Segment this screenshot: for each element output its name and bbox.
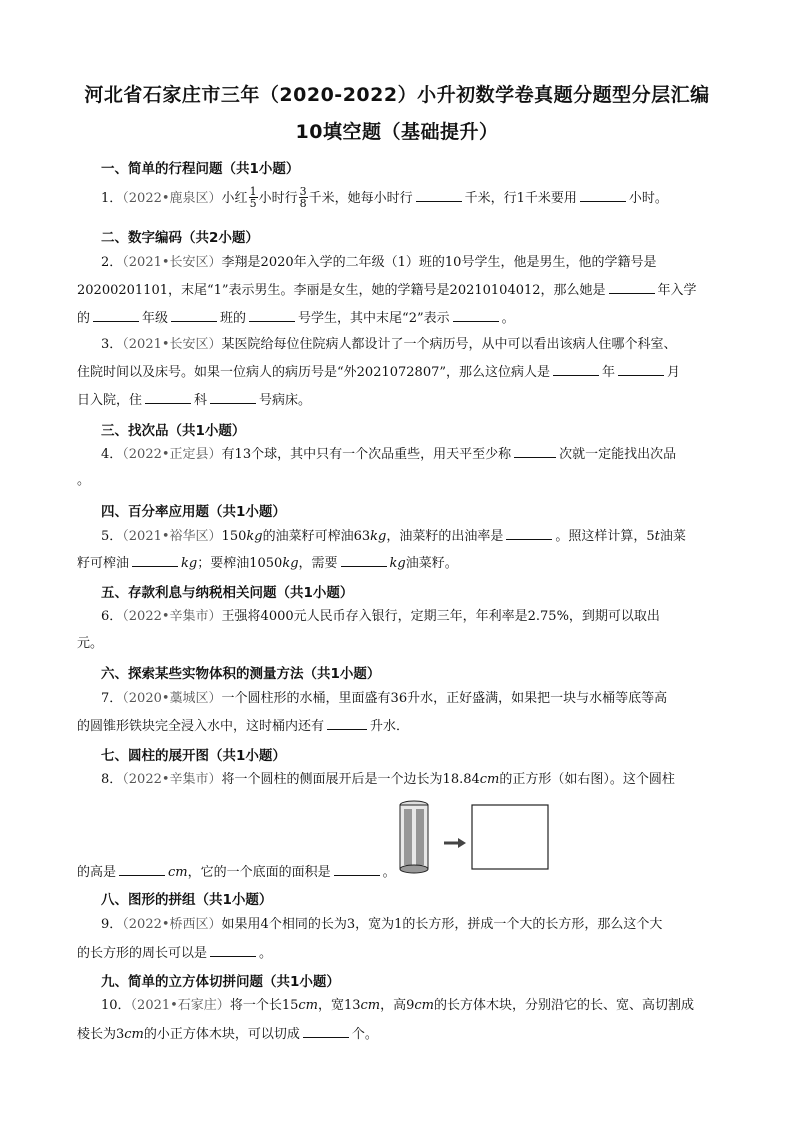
q2-text: 李翔是2020年入学的二年级（1）班的10号学生，他是男生，他的学籍号是 [221, 255, 657, 270]
question-4-line-2 [77, 471, 717, 491]
q4-text: 。 [77, 473, 91, 488]
q2-text: 20200201101，末尾“1”表示男生。李丽是女生，她的学籍号是20210104012，那么她是 [77, 283, 606, 298]
answer-blank[interactable] [249, 308, 295, 322]
q5-text: ；要榨油1050 [197, 556, 283, 571]
question-source: （2022•正定县） [122, 447, 222, 462]
section-heading-7: 七、圆柱的展开图（共1小题） [101, 748, 286, 764]
q10-text: 的小正方体木块，可以切成 [143, 1027, 300, 1042]
question-source: （2021•长安区） [122, 337, 222, 352]
question-number: 6． [101, 609, 123, 624]
q10-text: ，宽13 [317, 998, 361, 1013]
q1-text-e: 小时。 [628, 191, 668, 206]
question-6-line-2 [77, 634, 717, 654]
question-source: （2022•辛集市） [122, 609, 222, 624]
page-subtitle: 10填空题（基础提升） [295, 121, 499, 143]
question-number: 7． [101, 691, 123, 706]
q10-text: 的长方体木块，分别沿它的长、宽、高切割成 [434, 998, 695, 1013]
question-number: 5． [101, 529, 123, 544]
section-heading-2: 二、数字编码（共2小题） [101, 230, 259, 246]
question-number: 3． [101, 337, 123, 352]
question-number: 4． [101, 447, 123, 462]
q9-text: 。 [259, 946, 273, 961]
fraction-3-8 [299, 186, 308, 209]
q3-text: 年 [602, 365, 616, 380]
question-source: （2022•桥西区） [122, 917, 222, 932]
unit-cm: cm [414, 998, 435, 1013]
q3-text: 科 [194, 393, 208, 408]
unit-t: t [654, 529, 660, 544]
answer-blank[interactable] [303, 1024, 349, 1038]
q5-text: 的油菜籽可榨油63 [262, 529, 371, 544]
answer-blank[interactable] [453, 308, 499, 322]
answer-blank[interactable] [580, 188, 626, 202]
q5-text: 油菜籽。 [405, 556, 458, 571]
question-number: 9． [101, 917, 123, 932]
answer-blank[interactable] [327, 716, 367, 730]
answer-blank[interactable] [93, 308, 139, 322]
unfolded-square [472, 805, 548, 869]
section-heading-3: 三、找次品（共1小题） [101, 423, 246, 439]
unit-cm: cm [298, 998, 318, 1013]
unit-kg: kg [282, 556, 299, 571]
question-3-line-1 [101, 335, 741, 355]
fraction-1-5 [249, 186, 258, 209]
q6-text: 王强将4000元人民币存入银行，定期三年，年利率是2.75%，到期可以取出 [221, 609, 660, 624]
question-8-line-1 [101, 770, 741, 790]
answer-blank[interactable] [132, 553, 178, 567]
q3-text: 住院时间以及床号。如果一位病人的病历号是“外2021072807”，那么这位病人是 [77, 365, 551, 380]
question-source: （2020•藁城区） [122, 691, 222, 706]
section-heading-5: 五、存款利息与纳税相关问题（共1小题） [101, 585, 354, 601]
question-5-line-2 [77, 553, 717, 574]
section-heading-6: 六、探索某些实物体积的测量方法（共1小题） [101, 666, 381, 682]
question-5-line-1 [101, 526, 741, 547]
question-source: （2022•辛集市） [122, 772, 222, 787]
section-heading-1: 一、简单的行程问题（共1小题） [101, 161, 300, 177]
q8-text: ，它的一个底面的面积是 [187, 865, 331, 880]
answer-blank[interactable] [119, 862, 165, 876]
question-6-line-1 [101, 607, 741, 627]
question-9-line-2 [77, 943, 717, 964]
question-8-line-2 [77, 862, 717, 883]
question-2-line-2 [77, 280, 717, 301]
answer-blank[interactable] [210, 943, 256, 957]
question-number: 1． [101, 191, 123, 206]
question-7-line-1 [101, 689, 741, 709]
q2-text: 。 [501, 311, 515, 326]
question-source: （2022•鹿泉区） [122, 191, 222, 206]
q9-text: 的长方形的周长可以是 [77, 946, 208, 961]
q2-text: 年级 [142, 311, 169, 326]
q9-text: 如果用4个相同的长为3，宽为1的长方形，拼成一个大的长方形，那么这个大 [221, 917, 663, 932]
page-title: 河北省石家庄市三年（2020-2022）小升初数学卷真题分题型分层汇编 [84, 84, 710, 106]
answer-blank[interactable] [210, 390, 256, 404]
question-3-line-3 [77, 390, 717, 411]
answer-blank[interactable] [334, 862, 380, 876]
question-number: 2． [101, 255, 123, 270]
unit-kg: kg [246, 529, 263, 544]
q10-text: 将一个长15 [229, 998, 299, 1013]
answer-blank[interactable] [341, 553, 387, 567]
question-4-line-1 [101, 444, 741, 465]
q5-text: 油菜 [659, 529, 686, 544]
q1-text-c: 千米，她每小时行 [308, 191, 413, 206]
question-source: （2021•裕华区） [122, 529, 222, 544]
q10-text: ，高9 [380, 998, 415, 1013]
unit-cm: cm [479, 772, 500, 787]
q6-text: 元。 [77, 636, 104, 651]
q5-text: 籽可榨油 [77, 556, 130, 571]
fraction-numerator: 1 [249, 185, 257, 198]
q8-text: 将一个圆柱的侧面展开后是一个边长为18.84 [221, 772, 480, 787]
q3-text: 月 [667, 365, 681, 380]
unit-cm: cm [124, 1027, 144, 1042]
q5-text: 。照这样计算，5 [555, 529, 655, 544]
q7-text: 升水． [370, 719, 410, 734]
q10-text: 棱长为3 [77, 1027, 125, 1042]
q1-text-b: 小时行 [258, 191, 298, 206]
q1-text-d: 千米，行1千米要用 [464, 191, 577, 206]
fraction-denominator: 8 [299, 197, 307, 210]
question-source: （2021•石家庄） [130, 998, 230, 1013]
answer-blank[interactable] [171, 308, 217, 322]
fraction-denominator: 5 [249, 197, 257, 210]
answer-blank[interactable] [145, 390, 191, 404]
question-1 [101, 187, 741, 210]
q3-text: 某医院给每位住院病人都设计了一个病历号，从中可以看出该病人住哪个科室、 [221, 337, 677, 352]
answer-blank[interactable] [506, 526, 552, 540]
answer-blank[interactable] [618, 362, 664, 376]
question-2-line-3 [77, 308, 717, 329]
section-heading-8: 八、图形的拼组（共1小题） [101, 892, 273, 908]
question-number: 8． [101, 772, 123, 787]
unit-kg: kg [370, 529, 387, 544]
unit-kg: kg [389, 556, 406, 571]
q3-text: 日入院，住 [77, 393, 143, 408]
q7-text: 的圆锥形铁块完全浸入水中，这时桶内还有 [77, 719, 325, 734]
question-2-line-1 [101, 253, 741, 273]
unit-kg: kg [181, 556, 198, 571]
q10-text: 个。 [351, 1027, 378, 1042]
section-heading-9: 九、简单的立方体切拼问题（共1小题） [101, 974, 340, 990]
question-7-line-2 [77, 716, 717, 737]
question-9-line-1 [101, 915, 741, 935]
q8-text: 。 [382, 865, 396, 880]
q7-text: 一个圆柱形的水桶，里面盛有36升水，正好盛满，如果把一块与水桶等底等高 [221, 691, 668, 706]
q8-text: 的正方形（如右图）。这个圆柱 [499, 772, 675, 787]
q4-text: 有13个球，其中只有一个次品重些，用天平至少称 [221, 447, 512, 462]
arrow-icon [444, 838, 466, 848]
answer-blank[interactable] [514, 444, 556, 458]
question-10-line-2 [77, 1024, 717, 1045]
fraction-numerator: 3 [299, 185, 307, 198]
q5-text: ，油菜籽的出油率是 [386, 529, 504, 544]
answer-blank[interactable] [416, 188, 462, 202]
answer-blank[interactable] [609, 280, 655, 294]
question-number: 10． [101, 998, 131, 1013]
question-10-line-1 [101, 996, 741, 1016]
question-source: （2021•长安区） [122, 255, 222, 270]
unit-cm: cm [360, 998, 381, 1013]
q4-text: 次就一定能找出次品 [559, 447, 677, 462]
section-heading-4: 四、百分率应用题（共1小题） [101, 504, 286, 520]
q2-text: 班的 [220, 311, 247, 326]
unit-cm: cm [168, 865, 188, 880]
q5-text: ，需要 [298, 556, 338, 571]
q8-text: 的高是 [77, 865, 117, 880]
q2-text: 的 [77, 311, 91, 326]
q5-text: 150 [221, 529, 247, 544]
q2-text: 号学生，其中末尾“2”表示 [298, 311, 450, 326]
question-3-line-2 [77, 362, 717, 383]
q2-text: 年入学 [657, 283, 697, 298]
q3-text: 号病床。 [259, 393, 312, 408]
answer-blank[interactable] [553, 362, 599, 376]
q1-text-a: 小红 [221, 191, 248, 206]
